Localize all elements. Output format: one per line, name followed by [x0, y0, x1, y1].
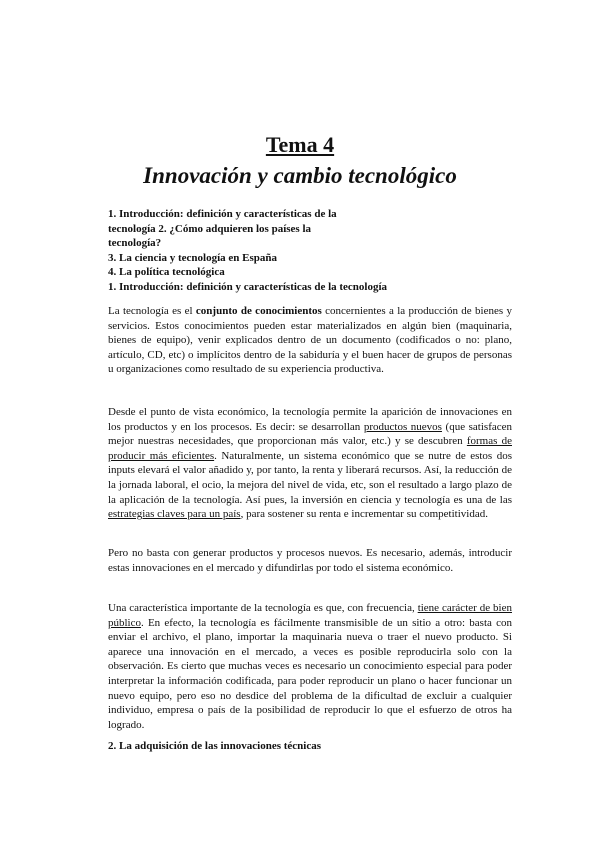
underlined-term: tiene carácter de bien público — [108, 602, 512, 629]
section-heading-2: 2. La adquisición de las innovaciones técnicas — [108, 740, 322, 752]
paragraph-4: Una característica importante de la tecnología es que, con frecuencia, tiene carácter de bien público. En efecto, la tecnología es fácilmente transmisible de un sitio a otro: basta con enviar el archivo, el plano, importar la maquinaria nueva o traer el nuevo producto. Si aparece una innovación en el mercado, a veces es posible reproducirla solo con la observación. Es cierto que muchas veces es necesario un conocimiento especial para poder interpretar la información codificada, para poder reproducir un plano o hacer funcionar un nuevo equipo, pero eso no desdice del problema de la dificultad de excluir a cualquier individuo, empresa o país de la posibilidad de reproducir lo que el esfuerzo de otros ha logrado. — [108, 602, 512, 731]
toc-line: 4. La política tecnológica — [108, 266, 225, 278]
underlined-term: formas de producir más eficientes — [108, 435, 512, 462]
bold-term: conjunto de conocimientos — [195, 305, 322, 317]
toc-line: tecnología 2. ¿Cómo adquieren los países la — [108, 222, 312, 235]
toc-line: 3. La ciencia y tecnología en España — [108, 251, 277, 264]
paragraph-1: La tecnología es el conjunto de conocimientos concernientes a la producción de bienes y servicios. Estos conocimientos pueden estar materializados en algún bien (maquinaria, bienes de equipo), venir explicados dentro de un documento (codificados o no: plano, artículo, CD, etc) o implícitos dentro de la sabiduría y el buen hacer de grupos de personas u organizaciones como resultado de su experiencia productiva. — [108, 305, 512, 376]
underlined-term: estrategias claves para un país — [108, 508, 241, 521]
section-heading-1: 1. Introducción: definición y características de la tecnología — [108, 280, 388, 293]
underlined-term: productos nuevos — [363, 420, 442, 433]
page-subtitle: Innovación y cambio tecnológico — [143, 163, 457, 188]
page-title: Tema 4 — [265, 132, 335, 157]
table-of-contents — [108, 207, 388, 294]
paragraph-3: Pero no basta con generar productos y procesos nuevos. Es necesario, además, introducir estas innovaciones en el mercado y difundirlas por todo el sistema económico. — [108, 547, 512, 574]
paragraph-2: Desde el punto de vista económico, la tecnología permite la aparición de innovaciones en los productos y en los procesos. Es decir: se desarrollan productos nuevos (que satisfacen mejor nuestras necesidades, que proporcionan más valor, etc.) y se descubren formas de producir más eficientes. Naturalmente, un sistema económico que se nutre de estos dos inputs elevará el valor añadido y, por tanto, la renta y liberará recursos. Así, la reducción de la jornada laboral, el ocio, la mejora del nivel de vida, etc, son el resultado a largo plazo de la aplicación de la tecnología. Así pues, la inversión en ciencia y tecnología es una de las estrategias claves para un país, para sostener su renta e incrementar su competitividad. — [108, 406, 513, 521]
toc-line: tecnología? — [108, 237, 162, 249]
toc-line: 1. Introducción: definición y características de la — [108, 208, 337, 220]
